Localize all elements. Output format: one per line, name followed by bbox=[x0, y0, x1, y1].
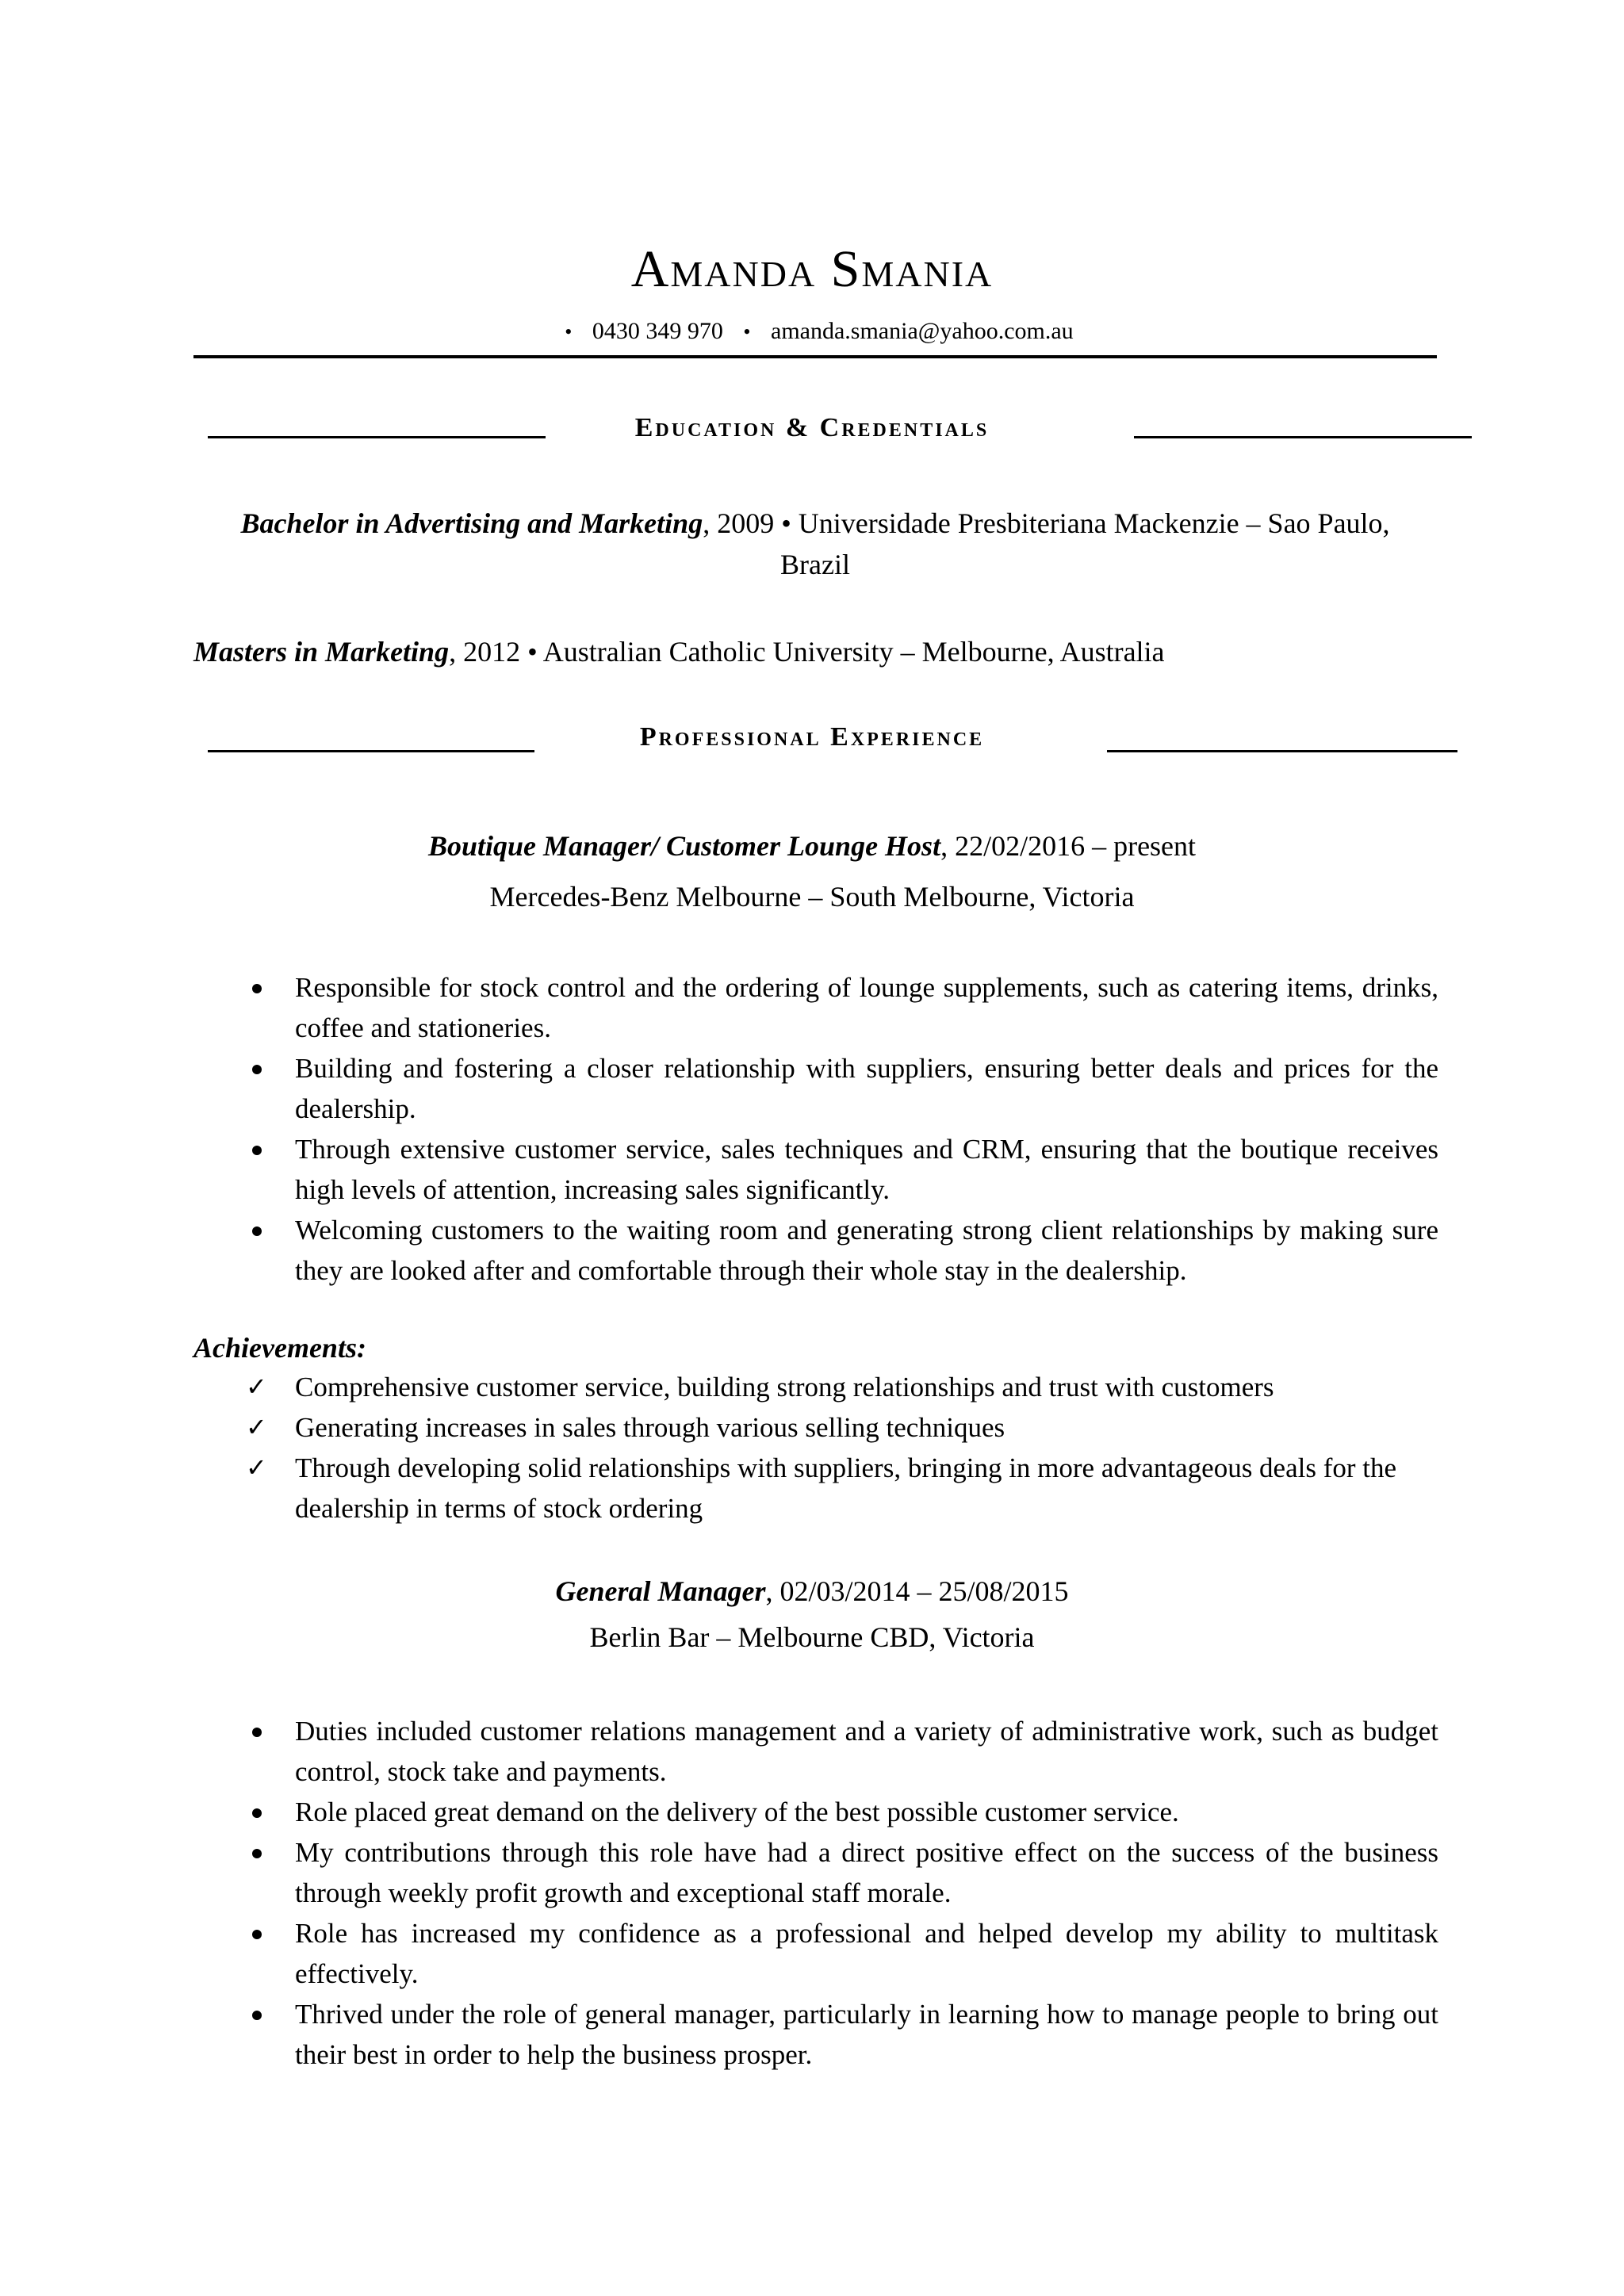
job-company: Mercedes-Benz Melbourne – South Melbourne, Victoria bbox=[489, 881, 1135, 913]
list-item: Welcoming customers to the waiting room and generating strong client relationships by making sure they are looked after and comfortable through their whole stay in the dealership. bbox=[295, 1210, 1438, 1291]
list-item: ✓ Through developing solid relationships with suppliers, bringing in more advantageous deals for the dealership in terms of stock ordering bbox=[295, 1448, 1438, 1529]
job-duties-list bbox=[295, 967, 1438, 1291]
list-item: Thrived under the role of general manager, particularly in learning how to manage people to bring out their best in order to help the business prosper. bbox=[295, 1994, 1438, 2075]
list-item: ✓ Generating increases in sales through various selling techniques bbox=[295, 1407, 1438, 1448]
bullet-dot-icon bbox=[252, 1065, 262, 1074]
list-item: ✓ Comprehensive customer service, building strong relationships and trust with customers bbox=[295, 1367, 1438, 1407]
list-item: My contributions through this role have had a direct positive effect on the success of the business through weekly profit growth and exceptional staff morale. bbox=[295, 1832, 1438, 1913]
education-entry bbox=[193, 503, 1437, 585]
heading-rule-right bbox=[1107, 750, 1457, 752]
degree-title: Bachelor in Advertising and Marketing bbox=[240, 507, 703, 539]
email-address[interactable]: amanda.smania@yahoo.com.au bbox=[771, 318, 1074, 344]
bullet-separator: • bbox=[743, 320, 751, 343]
list-item: Through extensive customer service, sales techniques and CRM, ensuring that the boutique receives high levels of attention, increasing sales significantly. bbox=[295, 1129, 1438, 1210]
job-dates: , 22/02/2016 – present bbox=[940, 830, 1197, 862]
job-role: General Manager bbox=[555, 1575, 766, 1607]
candidate-name: Amanda Smania bbox=[630, 240, 994, 298]
list-item: Role placed great demand on the delivery of the best possible customer service. bbox=[295, 1792, 1438, 1832]
job-role: Boutique Manager/ Customer Lounge Host bbox=[427, 830, 941, 862]
job-dates: , 02/03/2014 – 25/08/2015 bbox=[765, 1575, 1069, 1607]
check-mark-icon: ✓ bbox=[246, 1372, 267, 1402]
header-divider bbox=[193, 355, 1437, 358]
bullet-dot-icon bbox=[252, 2011, 262, 2020]
experience-heading-text: Professional Experience bbox=[639, 722, 985, 752]
list-item: Duties included customer relations management and a variety of administrative work, such as budget control, stock take and payments. bbox=[295, 1711, 1438, 1792]
phone-number: 0430 349 970 bbox=[592, 318, 723, 344]
achievements-heading: Achievements: bbox=[193, 1332, 366, 1364]
job-duties-list bbox=[295, 1711, 1438, 2075]
job-title-line bbox=[0, 1571, 1624, 1611]
education-section-heading bbox=[0, 411, 1624, 458]
bullet-dot-icon bbox=[252, 984, 262, 993]
check-mark-icon: ✓ bbox=[246, 1412, 267, 1442]
degree-details-cont: Brazil bbox=[780, 549, 850, 580]
degree-title: Masters in Marketing bbox=[193, 636, 450, 668]
experience-section-heading bbox=[0, 720, 1624, 767]
list-item: Responsible for stock control and the ordering of lounge supplements, such as catering items, drinks, coffee and stationeries. bbox=[295, 967, 1438, 1048]
bullet-dot-icon bbox=[252, 1226, 262, 1236]
bullet-dot-icon bbox=[252, 1146, 262, 1155]
degree-details: , 2012 • Australian Catholic University – Melbourne, Australia bbox=[449, 636, 1165, 668]
job-title-line bbox=[0, 826, 1624, 866]
job-company: Berlin Bar – Melbourne CBD, Victoria bbox=[589, 1621, 1035, 1653]
heading-rule-right bbox=[1134, 436, 1472, 438]
bullet-dot-icon bbox=[252, 1728, 262, 1737]
bullet-dot-icon bbox=[252, 1930, 262, 1939]
list-item: Role has increased my confidence as a professional and helped develop my ability to multitask effectively. bbox=[295, 1913, 1438, 1994]
education-heading-text: Education & Credentials bbox=[634, 413, 990, 442]
bullet-dot-icon bbox=[252, 1808, 262, 1818]
achievements-list bbox=[246, 1367, 1438, 1529]
bullet-dot-icon bbox=[252, 1849, 262, 1858]
list-item: Building and fostering a closer relationship with suppliers, ensuring better deals and prices for the dealership. bbox=[295, 1048, 1438, 1129]
check-mark-icon: ✓ bbox=[246, 1452, 267, 1483]
degree-details: , 2009 • Universidade Presbiteriana Mackenzie – Sao Paulo, bbox=[703, 507, 1390, 539]
bullet-separator: • bbox=[565, 320, 573, 343]
contact-line bbox=[0, 316, 1624, 348]
education-entry bbox=[193, 631, 1437, 672]
